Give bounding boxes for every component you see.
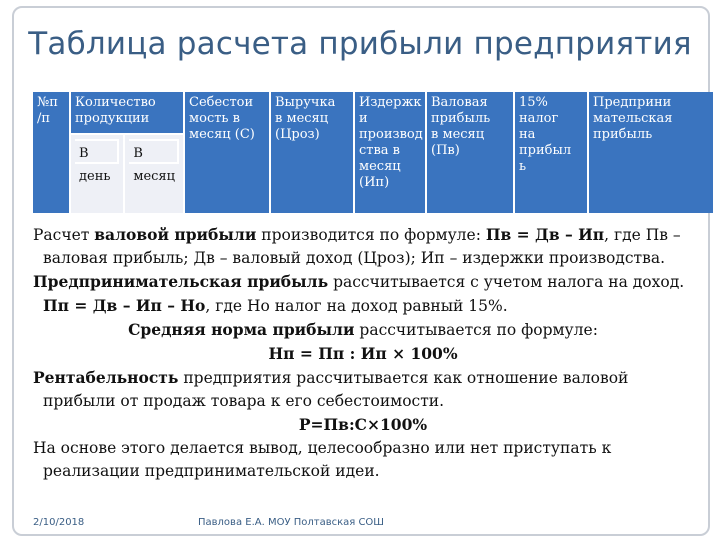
header-line: месяц bbox=[359, 159, 401, 174]
paragraph-profitability bbox=[33, 366, 693, 413]
header-line: прибыль bbox=[431, 111, 491, 126]
header-cell-cost bbox=[185, 92, 271, 213]
header-line: и bbox=[359, 111, 368, 126]
formula-entrepreneurial-profit: Пп = Дв – Ип – Но bbox=[43, 296, 206, 315]
header-line: Себестои bbox=[189, 95, 254, 110]
header-cell-gross-profit bbox=[427, 92, 515, 213]
header-line: (Пв) bbox=[431, 143, 460, 158]
footer-author: Павлова Е.А. МОУ Полтавская СОШ bbox=[198, 517, 385, 528]
header-line: (Цроз) bbox=[275, 127, 320, 142]
footer-date: 2/10/2018 bbox=[33, 517, 85, 528]
subheader-line: В bbox=[75, 139, 119, 162]
explanation-text bbox=[33, 223, 693, 483]
header-line: 15% bbox=[519, 95, 548, 110]
header-cell-entrepreneurial-profit bbox=[589, 92, 713, 213]
formula-text: Нп = Пп : Ип × 100% bbox=[268, 344, 458, 363]
header-cell-production-costs bbox=[355, 92, 427, 213]
text-span: , где Пв – валовая прибыль; Дв – валовый доход (Цроз); Ип – издержки производства. bbox=[43, 226, 681, 267]
paragraph-gross-profit bbox=[33, 223, 693, 270]
header-cell-quantity bbox=[71, 92, 185, 213]
subheader-line: В bbox=[129, 139, 179, 162]
term-profitability: Рентабельность bbox=[33, 368, 179, 387]
term-gross-profit: валовой прибыли bbox=[94, 225, 257, 244]
header-line: Выручка bbox=[275, 95, 336, 110]
header-cell-tax bbox=[515, 92, 589, 213]
text-span: производится по формуле: bbox=[256, 226, 486, 244]
header-line: /п bbox=[37, 111, 51, 126]
term-profit-rate: Средняя норма прибыли bbox=[128, 320, 355, 339]
text-span: рассчитывается по формуле: bbox=[354, 321, 598, 339]
header-line: мость в bbox=[189, 111, 240, 126]
header-line: ства в bbox=[359, 143, 400, 158]
header-line: мательская bbox=[593, 111, 673, 126]
formula-gross-profit: Пв = Дв – Ип bbox=[485, 225, 605, 244]
header-line: в месяц bbox=[275, 111, 329, 126]
header-cell-number bbox=[33, 92, 71, 213]
profit-calculation-table bbox=[33, 92, 713, 213]
paragraph-profit-rate bbox=[33, 318, 693, 342]
subheader-line: день bbox=[75, 162, 119, 185]
header-line: прибыль bbox=[593, 127, 653, 142]
header-line: Валовая bbox=[431, 95, 488, 110]
header-line: на bbox=[519, 127, 536, 142]
formula-profit-rate bbox=[33, 342, 693, 366]
text-span: предприятия рассчитывается как отношение валовой прибыли от продаж товара к его себестоимости. bbox=[43, 369, 629, 410]
subheader-cell-per-month bbox=[125, 133, 183, 213]
header-line: Издержк bbox=[359, 95, 422, 110]
formula-profitability bbox=[33, 413, 693, 437]
formula-text: Р=Пв:С×100% bbox=[298, 415, 428, 434]
header-line: (Ип) bbox=[359, 175, 390, 190]
header-line: Предприни bbox=[593, 95, 672, 110]
subheader-line: месяц bbox=[129, 162, 179, 185]
header-line: прибыл bbox=[519, 143, 572, 158]
header-line: №п bbox=[37, 95, 58, 110]
header-cell-revenue bbox=[271, 92, 355, 213]
paragraph-conclusion: На основе этого делается вывод, целесообразно или нет приступать к реализации предпринимательской идеи. bbox=[33, 439, 612, 480]
header-line: продукции bbox=[75, 111, 150, 126]
header-line: месяц (С) bbox=[189, 127, 255, 142]
text-span: рассчитывается с учетом налога на доход. bbox=[328, 273, 685, 291]
page-title: Таблица расчета прибыли предприятия bbox=[28, 26, 692, 62]
header-line: налог bbox=[519, 111, 559, 126]
term-entrepreneurial-profit: Предпринимательская прибыль bbox=[33, 272, 329, 291]
subheader-cell-per-day bbox=[71, 133, 125, 213]
text-span: , где Но налог на доход равный 15%. bbox=[205, 297, 508, 315]
text-span: Расчет bbox=[33, 226, 95, 244]
header-line: производ bbox=[359, 127, 423, 142]
header-line: в месяц bbox=[431, 127, 485, 142]
header-line: Количество bbox=[75, 95, 156, 110]
header-line: ь bbox=[519, 159, 527, 174]
paragraph-entrepreneurial-profit bbox=[33, 270, 693, 318]
